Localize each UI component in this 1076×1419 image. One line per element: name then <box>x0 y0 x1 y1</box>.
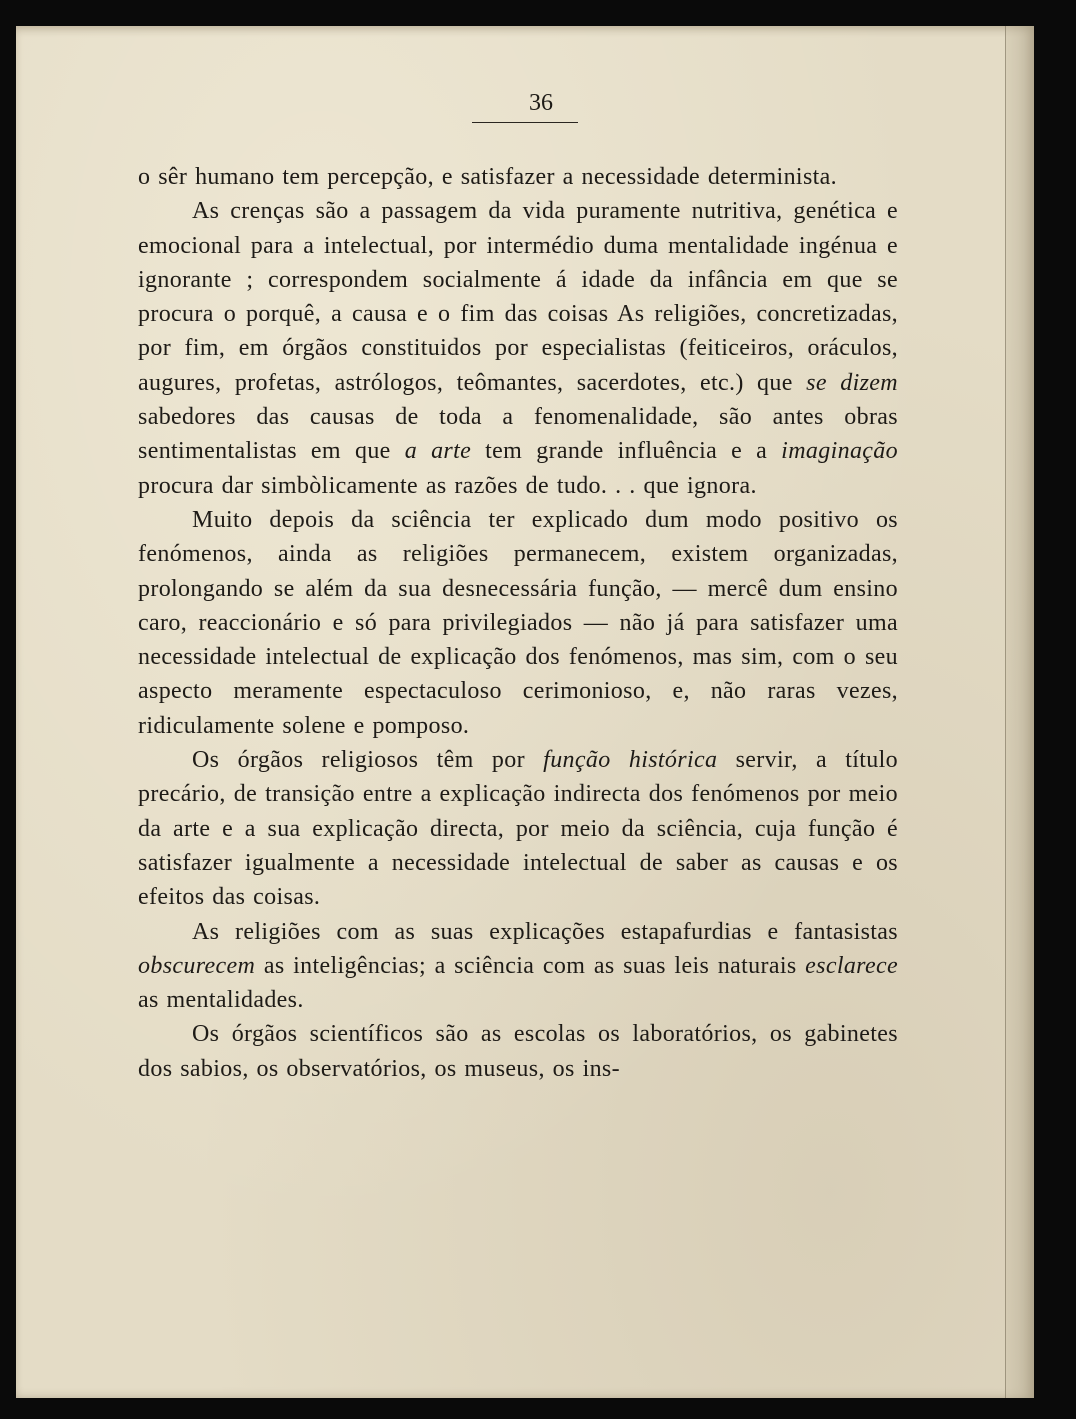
text-segment: tem grande influência e a <box>471 438 782 465</box>
text-segment: servir, a título precário, de transição entre a explicação indirecta dos fenómenos por meio da arte e a sua explicação directa, por meio da sciência, cuja função é satisfazer igualmente a necessidade intelectual de saber as causas e os efeitos das coisas. <box>138 747 898 911</box>
text-segment: o sêr humano tem percepção, e satisfazer a necessidade determinista. <box>138 164 837 190</box>
text-segment: Os órgãos religiosos têm por <box>192 747 544 774</box>
page-number: 36 <box>529 90 553 116</box>
paragraph-3 <box>138 503 898 743</box>
page-number-rule <box>472 122 578 123</box>
text-segment: as inteligências; a sciência com as suas leis naturais <box>255 952 806 979</box>
text-segment: as mentalidades. <box>138 987 304 1014</box>
page-edge <box>1005 26 1034 1398</box>
italic-text: esclarece <box>805 952 898 979</box>
body-text <box>138 160 898 1086</box>
italic-text: se dizem <box>806 369 898 396</box>
book-page <box>16 26 1034 1398</box>
text-segment: sabedores das causas de toda a fenomenalidade, são antes obras sentimentalistas em que <box>138 404 898 465</box>
paragraph-6 <box>138 1017 898 1086</box>
italic-text: função histórica <box>543 747 718 774</box>
paragraph-4 <box>138 743 898 914</box>
text-segment: As crenças são a passagem da vida puramente nutritiva, genética e emocional para a intelectual, por intermédio duma mentalidade ingénua e ignorante ; correspondem socialmente á idade da infância em que se procura o porquê, a causa e o fim das coisas As religiões, concretizadas, por fim, em órgãos constituidos por especialistas (feiticeiros, oráculos, augures, profetas, astrólogos, teômantes, sacerdotes, etc.) que <box>138 198 898 396</box>
italic-text: a arte <box>404 438 472 465</box>
paragraph-2 <box>138 194 898 503</box>
text-segment: procura dar simbòlicamente as razões de tudo. . . que ignora. <box>138 472 757 499</box>
text-segment: Os órgãos scientíficos são as escolas os laboratórios, os gabinetes dos sabios, os observatórios, os museus, os ins- <box>138 1021 898 1082</box>
paragraph-5 <box>138 915 898 1018</box>
italic-text: imaginação <box>781 438 898 465</box>
text-segment: As religiões com as suas explicações estapafurdias e fantasistas <box>192 918 898 945</box>
text-segment: Muito depois da sciência ter explicado dum modo positivo os fenómenos, ainda as religiões permanecem, existem organizadas, prolongando se além da sua desnecessária função, — mercê dum ensino caro, reaccionário e só para privilegiados — não já para satisfazer uma necessidade intelectual de explicação dos fenómenos, mas sim, com o seu aspecto meramente espectaculoso cerimonioso, e, não raras vezes, ridiculamente solene e pomposo. <box>138 506 898 739</box>
paragraph-1 <box>138 160 898 194</box>
italic-text: obscurecem <box>138 952 256 979</box>
